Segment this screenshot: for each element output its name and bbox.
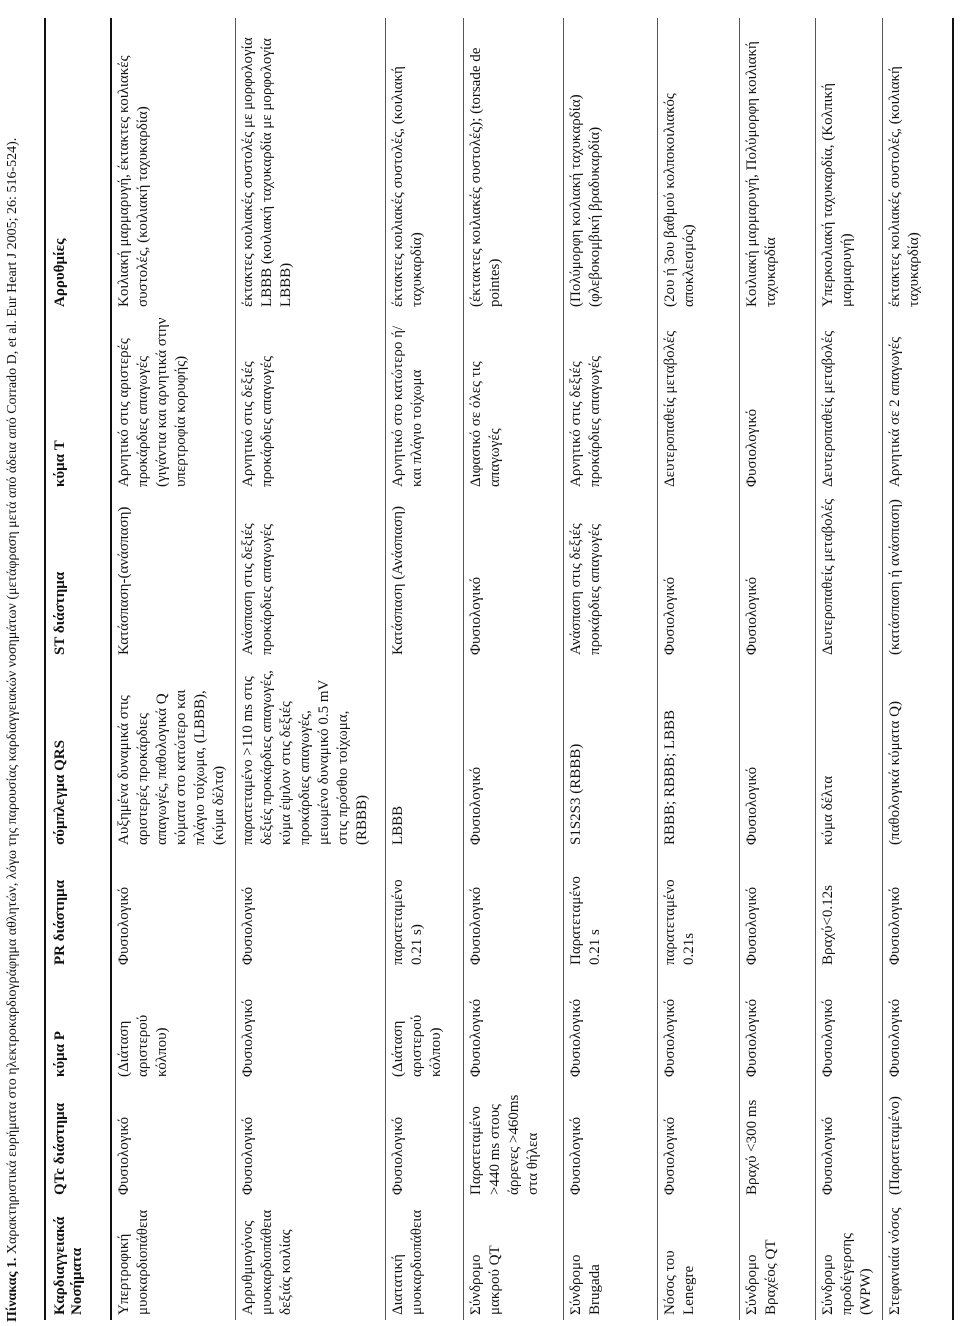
cell-st: (κατάσπαση ή ανάσπαση) — [883, 492, 953, 660]
cell-t-wave: Φυσιολογικό — [740, 312, 816, 492]
cell-qrs: LBBB — [386, 660, 464, 850]
table-row — [816, 18, 883, 1320]
cell-qrs: Φυσιολογικό — [740, 660, 816, 850]
caption-label: Πίνακας 1. — [5, 1257, 20, 1322]
cell-disease: Σύνδρομο Brugada — [564, 1200, 658, 1320]
caption-text: Χαρακτηριστικά ευρήματα στο ηλεκτροκαρδιογράφημα αθλητών, λόγω της παρουσίας καρδιαγγειακών νοσημάτων (μετάφραση μετά από άδεια από Corrado D, et al. Eur Heart J 2005; 26: 516-524). — [5, 137, 20, 1258]
header-t-wave: κύμα T — [45, 312, 111, 492]
cell-arrhythmias: Υπερκοιλιακή ταχυκαρδία, (Κολπική μαρμαρυγή) — [816, 18, 883, 312]
cell-qrs: (παθολογικά κύματα Q) — [883, 660, 953, 850]
cell-arrhythmias: (Πολύμορφη κοιλιακή ταχυκαρδία) (φλεβοκομβική βραδυκαρδία) — [564, 18, 658, 312]
cell-arrhythmias: (2ου ή 3ου βαθμού κολποκοιλιακός αποκλεισμός) — [658, 18, 740, 312]
table-row — [740, 18, 816, 1320]
cell-st: Ανάσπαση στις δεξιές προκάρδιες απαγωγές — [564, 492, 658, 660]
cell-qtc: Φυσιολογικό — [816, 1082, 883, 1200]
cell-qrs: κύμα δέλτα — [816, 660, 883, 850]
cell-p-wave: Φυσιολογικό — [236, 970, 386, 1082]
cell-t-wave: Δευτεροπαθείς μεταβολές — [816, 312, 883, 492]
cell-qrs: RBBB; RBBB; LBBB — [658, 660, 740, 850]
cell-t-wave: Αρνητικό στο κατώτερο ή/και πλάγιο τοίχωμα — [386, 312, 464, 492]
cell-pr: Φυσιολογικό — [883, 850, 953, 970]
cell-st: Φυσιολογικό — [740, 492, 816, 660]
table-row — [464, 18, 564, 1320]
table-caption — [4, 22, 22, 1322]
cell-t-wave: Αρνητικό στις δεξιές προκάρδιες απαγωγές — [236, 312, 386, 492]
cell-p-wave: Φυσιολογικό — [740, 970, 816, 1082]
cell-qtc: Φυσιολογικό — [564, 1082, 658, 1200]
cell-arrhythmias: Κοιλιακή μαρμαρυγή, Πολύμορφη κοιλιακή ταχυκαρδία — [740, 18, 816, 312]
header-p-wave: κύμα P — [45, 970, 111, 1082]
cell-qrs: Αυξημένα δυναμικά στις αριστερές προκάρδιες απαγωγές, παθολογικά Q κύματα στο κατώτερο και πλάγιο τοίχωμα, (LBBB), (κύμα δέλτα) — [111, 660, 236, 850]
cell-p-wave: Φυσιολογικό — [658, 970, 740, 1082]
cell-qtc: Βραχύ <300 ms — [740, 1082, 816, 1200]
cell-qtc: Φυσιολογικό — [111, 1082, 236, 1200]
cell-arrhythmias: έκτακτες κοιλιακές συστολές, (κοιλιακή ταχυκαρδία) — [386, 18, 464, 312]
cell-qtc: Φυσιολογικό — [386, 1082, 464, 1200]
cell-st: Δευτεροπαθείς μεταβολές — [816, 492, 883, 660]
cell-st: Φυσιολογικό — [658, 492, 740, 660]
header-disease: Καρδιαγγειακά Νοσήματα — [45, 1200, 111, 1320]
cell-t-wave: Αρνητικό στις δεξιές προκάρδιες απαγωγές — [564, 312, 658, 492]
cell-pr: Φυσιολογικό — [740, 850, 816, 970]
header-qrs: σύμπλεγμα QRS — [45, 660, 111, 850]
findings-table — [44, 18, 954, 1320]
table-row — [883, 18, 953, 1320]
cell-pr: Φυσιολογικό — [111, 850, 236, 970]
cell-disease: Νόσος του Lenegre — [658, 1200, 740, 1320]
cell-disease: Σύνδρομο μακρού QT — [464, 1200, 564, 1320]
header-st: ST διάστημα — [45, 492, 111, 660]
cell-st: Φυσιολογικό — [464, 492, 564, 660]
cell-pr: Φυσιολογικό — [236, 850, 386, 970]
cell-t-wave: Διφασικό σε όλες τις απαγωγές — [464, 312, 564, 492]
cell-t-wave: Δευτεροπαθείς μεταβολές — [658, 312, 740, 492]
cell-t-wave: Αρνητικά σε 2 απαγωγές — [883, 312, 953, 492]
cell-st: Κατάσπαση-(ανάσπαση) — [111, 492, 236, 660]
cell-disease: Σύνδρομο Βραχέος QT — [740, 1200, 816, 1320]
cell-t-wave: Αρνητικό στις αριστερές προκάρδιες απαγωγές (γιγάντια και αρνητικά στην υπερτροφία κορυφής) — [111, 312, 236, 492]
cell-disease: Στεφανιαία νόσος — [883, 1200, 953, 1320]
header-arrhythmias: Αρρυθμίες — [45, 18, 111, 312]
cell-arrhythmias: Κοιλιακή μαρμαρυγή, έκτακτες κοιλιακές συστολές, (κοιλιακή ταχυκαρδία) — [111, 18, 236, 312]
cell-qtc: Φυσιολογικό — [658, 1082, 740, 1200]
cell-qrs: παρατεταμένο >110 ms στις δεξιές προκάρδιες απαγωγές, κύμα έψιλον στις δεξιές προκάρδιες απαγωγές, μειωμένο δυναμικό 0.5 mV στις πρόσθιο τοίχωμα, (RBBB) — [236, 660, 386, 850]
cell-p-wave: (Διάταση αριστερού κόλπου) — [386, 970, 464, 1082]
table-row — [386, 18, 464, 1320]
cell-st: Ανάσπαση στις δεξιές προκάρδιες απαγωγές — [236, 492, 386, 660]
cell-p-wave: Φυσιολογικό — [564, 970, 658, 1082]
cell-qtc: Φυσιολογικό — [236, 1082, 386, 1200]
table-body — [111, 18, 953, 1320]
cell-disease: Σύνδρομο προδιέγερσης (WPW) — [816, 1200, 883, 1320]
cell-disease: Διατατική μυοκαρδιοπάθεια — [386, 1200, 464, 1320]
cell-p-wave: Φυσιολογικό — [883, 970, 953, 1082]
cell-pr: παρατεταμένο 0.21 s) — [386, 850, 464, 970]
table-row — [111, 18, 236, 1320]
table-row — [236, 18, 386, 1320]
header-pr: PR διάστημα — [45, 850, 111, 970]
cell-arrhythmias: έκτακτες κοιλιακές συστολές με μορφολογία LBBB (κοιλιακή ταχυκαρδία με μορφολογία LBBB) — [236, 18, 386, 312]
cell-disease: Αρρυθμιογόνος μυοκαρδιοπάθεια δεξιάς κοιλίας — [236, 1200, 386, 1320]
cell-pr: Βραχύ<0.12s — [816, 850, 883, 970]
cell-pr: Παρατεταμένο 0.21 s — [564, 850, 658, 970]
table-header-row — [45, 18, 111, 1320]
table-row — [564, 18, 658, 1320]
cell-qtc: (Παρατεταμένο) — [883, 1082, 953, 1200]
cell-p-wave: Φυσιολογικό — [464, 970, 564, 1082]
cell-pr: Φυσιολογικό — [464, 850, 564, 970]
cell-st: Κατάσπαση (Ανάσπαση) — [386, 492, 464, 660]
cell-pr: παρατεταμένο 0.21s — [658, 850, 740, 970]
cell-qtc: Παρατεταμένο >440 ms στους άρρενες >460ms στα θήλεα — [464, 1082, 564, 1200]
cell-p-wave: Φυσιολογικό — [816, 970, 883, 1082]
header-qtc: QTc διάστημα — [45, 1082, 111, 1200]
cell-disease: Υπερτροφική μυοκαρδιοπάθεια — [111, 1200, 236, 1320]
cell-qrs: Φυσιολογικό — [464, 660, 564, 850]
cell-arrhythmias: (έκτακτες κοιλιακές συστολές); (torsade de pointes) — [464, 18, 564, 312]
cell-qrs: S1S2S3 (RBBB) — [564, 660, 658, 850]
cell-p-wave: (Διάταση αριστερού κόλπου) — [111, 970, 236, 1082]
cell-arrhythmias: έκτακτες κοιλιακές συστολές, (κοιλιακή ταχυκαρδία) — [883, 18, 953, 312]
table-row — [658, 18, 740, 1320]
